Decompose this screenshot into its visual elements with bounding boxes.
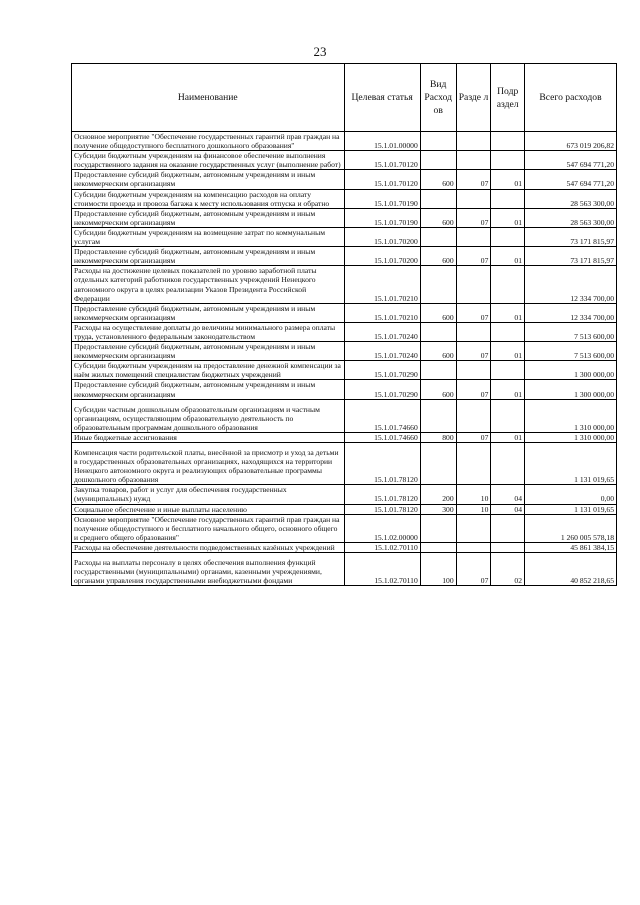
row-subsection: 01 (491, 208, 525, 227)
row-total: 1 300 000,00 (525, 361, 617, 380)
row-section: 07 (456, 208, 491, 227)
row-name: Иные бюджетные ассигнования (72, 432, 345, 442)
row-target-code: 15.1.01.70210 (344, 266, 420, 303)
row-total: 1 131 019,65 (525, 504, 617, 514)
row-subsection (491, 361, 525, 380)
table-row (72, 303, 617, 322)
row-subsection (491, 132, 525, 151)
table-row (72, 132, 617, 151)
table-row (72, 208, 617, 227)
row-name: Основное мероприятие "Обеспечение государственных гарантий прав граждан на получение общедоступного и бесплатного начального общего, основного общего и среднего общего образования" (72, 514, 345, 542)
table-row (72, 485, 617, 504)
row-expense-type: 600 (420, 342, 456, 361)
row-total: 12 334 700,00 (525, 266, 617, 303)
row-name: Предоставление субсидий бюджетным, автономным учреждениям и иным некоммерческим организациям (72, 247, 345, 266)
row-name: Субсидии бюджетным учреждениям на финансовое обеспечение выполнения государственного задания на оказание государственных услуг (выполнение работ) (72, 151, 345, 170)
row-target-code: 15.1.01.70120 (344, 170, 420, 189)
row-target-code: 15.1.01.78120 (344, 485, 420, 504)
row-name: Субсидии бюджетным учреждениям на предоставление денежной компенсации за наём жилых помещений специалистам бюджетных учреждений (72, 361, 345, 380)
row-section (456, 189, 491, 208)
row-section (456, 443, 491, 485)
row-target-code: 15.1.01.70190 (344, 189, 420, 208)
row-subsection (491, 542, 525, 552)
row-name: Расходы на выплаты персоналу в целях обеспечения выполнения функций государственными (муниципальными) органами, казенными учреждениями, органами управления государственными внебюджетными фондами (72, 553, 345, 586)
row-section (456, 322, 491, 341)
row-total: 547 694 771,20 (525, 151, 617, 170)
row-target-code: 15.1.01.70290 (344, 361, 420, 380)
table-row (72, 266, 617, 303)
row-name: Расходы на обеспечение деятельности подведомственных казённых учреждений (72, 542, 345, 552)
row-section: 07 (456, 432, 491, 442)
row-section (456, 132, 491, 151)
row-target-code: 15.1.01.00000 (344, 132, 420, 151)
row-target-code: 15.1.01.74660 (344, 399, 420, 432)
row-name: Расходы на осуществление доплаты до величины минимального размера оплаты труда, установленного федеральным законодательством (72, 322, 345, 341)
row-subsection (491, 322, 525, 341)
row-total: 1 310 000,00 (525, 432, 617, 442)
row-total: 1 260 005 578,18 (525, 514, 617, 542)
row-total: 1 300 000,00 (525, 380, 617, 399)
row-total: 12 334 700,00 (525, 303, 617, 322)
row-section: 07 (456, 380, 491, 399)
table-row (72, 553, 617, 586)
page-number: 23 (313, 44, 327, 59)
row-subsection: 04 (491, 504, 525, 514)
table-row (72, 227, 617, 246)
row-expense-type: 100 (420, 553, 456, 586)
row-expense-type: 600 (420, 208, 456, 227)
table-row (72, 151, 617, 170)
row-target-code: 15.1.02.70110 (344, 553, 420, 586)
row-target-code: 15.1.02.70110 (344, 542, 420, 552)
row-target-code: 15.1.01.78120 (344, 443, 420, 485)
table-header-row (72, 64, 617, 132)
row-expense-type (420, 514, 456, 542)
row-total: 28 563 300,00 (525, 208, 617, 227)
row-subsection: 01 (491, 247, 525, 266)
table-row (72, 399, 617, 432)
row-total: 73 171 815,97 (525, 227, 617, 246)
row-expense-type (420, 266, 456, 303)
row-total: 1 310 000,00 (525, 399, 617, 432)
row-expense-type (420, 189, 456, 208)
table-row (72, 189, 617, 208)
row-section (456, 542, 491, 552)
table-row (72, 514, 617, 542)
row-subsection: 02 (491, 553, 525, 586)
row-expense-type (420, 132, 456, 151)
row-expense-type (420, 227, 456, 246)
row-target-code: 15.1.01.70200 (344, 247, 420, 266)
row-name: Социальное обеспечение и иные выплаты населению (72, 504, 345, 514)
table-row (72, 380, 617, 399)
row-total: 547 694 771,20 (525, 170, 617, 189)
row-target-code: 15.1.01.70120 (344, 151, 420, 170)
row-subsection (491, 514, 525, 542)
row-subsection: 01 (491, 380, 525, 399)
row-expense-type: 600 (420, 170, 456, 189)
row-subsection (491, 266, 525, 303)
row-target-code: 15.1.01.70190 (344, 208, 420, 227)
row-section (456, 399, 491, 432)
row-expense-type: 800 (420, 432, 456, 442)
row-expense-type: 200 (420, 485, 456, 504)
row-expense-type (420, 399, 456, 432)
table-row (72, 443, 617, 485)
row-target-code: 15.1.01.70290 (344, 380, 420, 399)
row-section: 10 (456, 485, 491, 504)
row-subsection (491, 443, 525, 485)
row-target-code: 15.1.01.70240 (344, 342, 420, 361)
row-subsection (491, 189, 525, 208)
row-name: Субсидии частным дошкольным образовательным организациям и частным организациям, осуществляющим образовательную деятельность по образовательным программам дошкольного образования (72, 399, 345, 432)
row-name: Субсидии бюджетным учреждениям на компенсацию расходов на оплату стоимости проезда и провоза багажа к месту использования отпуска и обратно (72, 189, 345, 208)
row-section (456, 227, 491, 246)
row-section: 07 (456, 553, 491, 586)
header-code: Целевая статья (344, 64, 420, 132)
table-row (72, 247, 617, 266)
row-total: 1 131 019,65 (525, 443, 617, 485)
row-section: 07 (456, 170, 491, 189)
row-subsection (491, 399, 525, 432)
budget-table (71, 63, 617, 586)
row-target-code: 15.1.02.00000 (344, 514, 420, 542)
row-section: 07 (456, 247, 491, 266)
row-total: 40 852 218,65 (525, 553, 617, 586)
row-section: 07 (456, 342, 491, 361)
row-name: Предоставление субсидий бюджетным, автономным учреждениям и иным некоммерческим организациям (72, 170, 345, 189)
row-target-code: 15.1.01.70200 (344, 227, 420, 246)
row-expense-type: 600 (420, 380, 456, 399)
row-target-code: 15.1.01.74660 (344, 432, 420, 442)
row-name: Расходы на достижение целевых показателей по уровню заработной платы отдельных категорий работников государственных учреждений Ненецкого автономного округа в целях реализации Указов Президента Российской Федерации (72, 266, 345, 303)
table-row (72, 432, 617, 442)
row-section (456, 361, 491, 380)
row-subsection (491, 151, 525, 170)
row-name: Закупка товаров, работ и услуг для обеспечения государственных (муниципальных) нужд (72, 485, 345, 504)
table-row (72, 504, 617, 514)
row-section: 10 (456, 504, 491, 514)
row-total: 7 513 600,00 (525, 322, 617, 341)
row-total: 45 861 384,15 (525, 542, 617, 552)
row-subsection: 01 (491, 303, 525, 322)
row-expense-type (420, 322, 456, 341)
row-expense-type: 600 (420, 303, 456, 322)
row-subsection: 01 (491, 170, 525, 189)
row-name: Компенсация части родительской платы, внесённой за присмотр и уход за детьми в государственных образовательных организациях, находящихся на территории Ненецкого автономного округа и реализующих образовательные программы дошкольного образования (72, 443, 345, 485)
header-vid: Вид Расход ов (420, 64, 456, 132)
header-podrazdel: Подр аздел (491, 64, 525, 132)
row-total: 673 019 206,82 (525, 132, 617, 151)
table-row (72, 342, 617, 361)
row-subsection: 01 (491, 342, 525, 361)
row-section: 07 (456, 303, 491, 322)
row-subsection: 04 (491, 485, 525, 504)
row-name: Предоставление субсидий бюджетным, автономным учреждениям и иным некоммерческим организациям (72, 303, 345, 322)
row-name: Предоставление субсидий бюджетным, автономным учреждениям и иным некоммерческим организациям (72, 342, 345, 361)
row-total: 28 563 300,00 (525, 189, 617, 208)
row-expense-type (420, 361, 456, 380)
row-name: Основное мероприятие "Обеспечение государственных гарантий прав граждан на получение общедоступного бесплатного дошкольного образования" (72, 132, 345, 151)
row-target-code: 15.1.01.70210 (344, 303, 420, 322)
row-expense-type (420, 542, 456, 552)
row-expense-type (420, 443, 456, 485)
row-section (456, 151, 491, 170)
row-subsection (491, 227, 525, 246)
row-name: Субсидии бюджетным учреждениям на возмещение затрат по коммунальным услугам (72, 227, 345, 246)
header-name: Наименование (72, 64, 345, 132)
row-name: Предоставление субсидий бюджетным, автономным учреждениям и иным некоммерческим организациям (72, 208, 345, 227)
table-row (72, 322, 617, 341)
row-total: 7 513 600,00 (525, 342, 617, 361)
table-row (72, 170, 617, 189)
row-subsection: 01 (491, 432, 525, 442)
row-total: 73 171 815,97 (525, 247, 617, 266)
row-total: 0,00 (525, 485, 617, 504)
table-row (72, 361, 617, 380)
row-expense-type: 300 (420, 504, 456, 514)
row-section (456, 266, 491, 303)
header-razdel: Разде л (456, 64, 491, 132)
row-name: Предоставление субсидий бюджетным, автономным учреждениям и иным некоммерческим организациям (72, 380, 345, 399)
row-target-code: 15.1.01.78120 (344, 504, 420, 514)
row-target-code: 15.1.01.70240 (344, 322, 420, 341)
row-expense-type: 600 (420, 247, 456, 266)
row-expense-type (420, 151, 456, 170)
header-total: Всего расходов (525, 64, 617, 132)
row-section (456, 514, 491, 542)
table-body (72, 132, 617, 586)
table-row (72, 542, 617, 552)
